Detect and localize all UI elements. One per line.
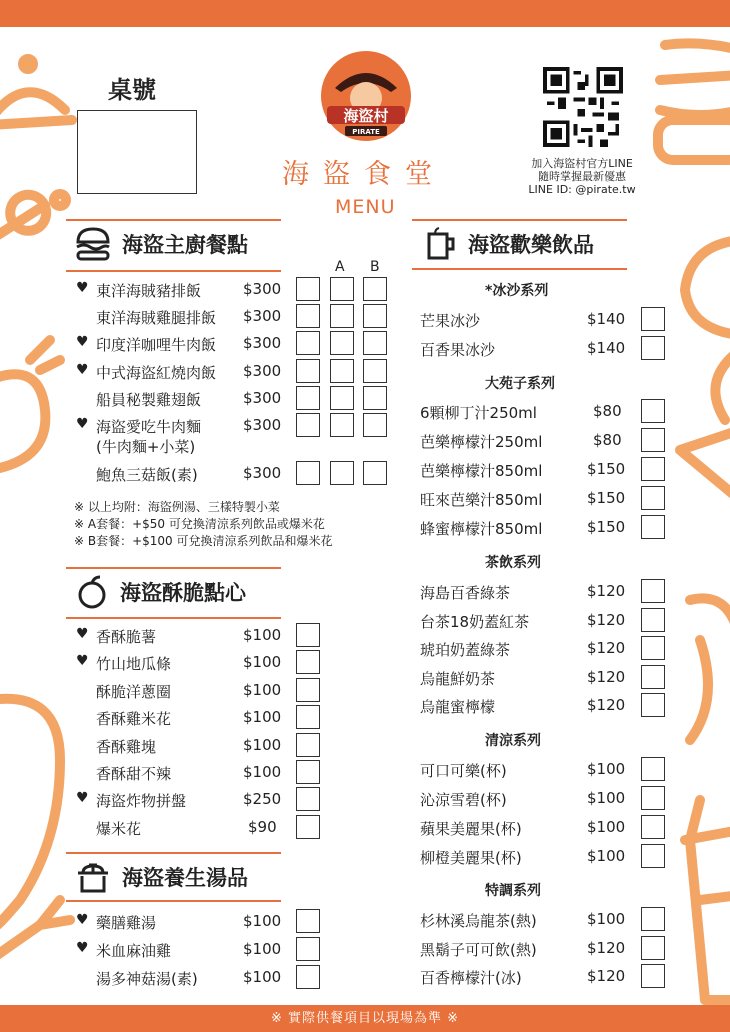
- drink-group-title: 茶飲系列: [485, 555, 541, 571]
- set-a-checkbox[interactable]: [330, 304, 354, 328]
- order-checkbox[interactable]: [296, 413, 320, 437]
- drink-group-title: *冰沙系列: [485, 283, 549, 299]
- menu-item-price: $250: [243, 790, 282, 809]
- drink-item-name: 杉林溪烏龍茶(熱): [420, 912, 537, 930]
- set-a-checkbox[interactable]: [330, 359, 354, 383]
- menu-item-name: 東洋海賊豬排飯: [96, 282, 202, 300]
- main-dishes-note: ※ B套餐：+$100 可兌換清涼系列飲品和爆米花: [74, 534, 333, 548]
- drink-group-title: 特調系列: [485, 883, 541, 899]
- menu-item-price: $300: [243, 280, 282, 298]
- heart-icon: ♥: [76, 653, 89, 670]
- menu-item-name: 鮑魚三菇飯(素): [96, 466, 198, 484]
- section-rule: [412, 268, 627, 270]
- drink-item-price: $100: [587, 818, 626, 836]
- order-checkbox[interactable]: [296, 815, 320, 839]
- order-checkbox[interactable]: [641, 844, 665, 868]
- menu-item-price: $100: [243, 968, 282, 986]
- section-header-drinks: [424, 226, 594, 262]
- drink-item-name: 芒果冰沙: [420, 312, 481, 330]
- menu-item-price: $100: [243, 626, 282, 644]
- drink-item-price: $150: [587, 518, 626, 536]
- drink-item-name: 百香檸檬汁(冰): [420, 969, 522, 987]
- section-header-snacks: [74, 574, 246, 610]
- menu-item-name: 湯多神菇湯(素): [96, 970, 198, 988]
- logo-text: 海盜村: [343, 107, 389, 125]
- menu-item-price: $100: [243, 653, 282, 672]
- order-checkbox[interactable]: [641, 428, 665, 452]
- menu-item-name: 米血麻油雞: [96, 942, 172, 960]
- set-b-checkbox[interactable]: [363, 386, 387, 410]
- order-checkbox[interactable]: [641, 399, 665, 423]
- drink-item-name: 芭樂檸檬汁250ml: [420, 433, 543, 451]
- set-b-checkbox[interactable]: [363, 304, 387, 328]
- pirate-logo: [315, 48, 417, 144]
- drink-item-price: $120: [587, 639, 626, 657]
- menu-item-name: 印度洋咖哩牛肉飯: [96, 336, 217, 354]
- menu-item-name: 香酥雞米花: [96, 710, 172, 729]
- set-b-checkbox[interactable]: [363, 277, 387, 301]
- order-checkbox[interactable]: [641, 608, 665, 632]
- drink-item-price: $120: [587, 610, 626, 629]
- order-checkbox[interactable]: [641, 964, 665, 988]
- section-rule: [412, 219, 627, 221]
- main-dishes-note: ※ A套餐：+$50 可兌換清涼系列飲品或爆米花: [74, 517, 325, 531]
- order-checkbox[interactable]: [641, 515, 665, 539]
- drink-item-price: $100: [587, 910, 626, 928]
- order-checkbox[interactable]: [296, 304, 320, 328]
- order-checkbox[interactable]: [641, 907, 665, 931]
- order-checkbox[interactable]: [296, 705, 320, 729]
- section-rule: [66, 617, 281, 619]
- order-checkbox[interactable]: [296, 331, 320, 355]
- menu-item-name: 中式海盜紅燒肉飯: [96, 364, 217, 382]
- section-rule: [66, 219, 281, 221]
- drink-item-price: $140: [587, 339, 626, 357]
- drink-item-name: 沁涼雪碧(杯): [420, 791, 507, 809]
- menu-item-name: 香酥甜不辣: [96, 765, 172, 783]
- order-checkbox[interactable]: [296, 937, 320, 961]
- order-checkbox[interactable]: [296, 678, 320, 702]
- line-note-line-3: LINE ID: @pirate.tw: [528, 183, 636, 196]
- set-b-checkbox[interactable]: [363, 331, 387, 355]
- order-checkbox[interactable]: [641, 786, 665, 810]
- order-checkbox[interactable]: [641, 757, 665, 781]
- table-number-label: 桌號: [108, 76, 156, 104]
- drink-item-name: 可口可樂(杯): [420, 762, 507, 780]
- drink-item-price: $120: [587, 667, 626, 686]
- order-checkbox[interactable]: [641, 307, 665, 331]
- section-header-soups: [74, 858, 248, 896]
- section-title: 海盜歡樂飲品: [468, 233, 594, 257]
- menu-item-name: 香酥脆薯: [96, 628, 157, 646]
- order-checkbox[interactable]: [296, 733, 320, 757]
- drink-item-name: 黑鬍子可可飲(熱): [420, 940, 537, 959]
- order-checkbox[interactable]: [641, 486, 665, 510]
- order-checkbox[interactable]: [296, 386, 320, 410]
- menu-item-name: 竹山地瓜條: [96, 655, 172, 674]
- heart-icon: ♥: [76, 280, 89, 296]
- heart-icon: ♥: [76, 362, 89, 378]
- heart-icon: ♥: [76, 334, 89, 350]
- drink-item-name: 海島百香綠茶: [420, 584, 511, 602]
- section-title: 海盜主廚餐點: [122, 233, 248, 257]
- drink-item-name: 烏龍鮮奶茶: [420, 669, 496, 688]
- order-checkbox[interactable]: [641, 693, 665, 717]
- menu-item-price: $300: [243, 464, 282, 482]
- drink-item-price: $150: [587, 489, 626, 507]
- drink-item-name: 芭樂檸檬汁850ml: [420, 462, 543, 480]
- logo-subtext: PIRATE: [352, 128, 380, 136]
- section-title: 海盜酥脆點心: [120, 581, 246, 605]
- cup-icon: [424, 226, 458, 262]
- order-checkbox[interactable]: [296, 359, 320, 383]
- burger-icon: [74, 226, 112, 262]
- set-a-checkbox[interactable]: [330, 461, 354, 485]
- set-b-checkbox[interactable]: [363, 413, 387, 437]
- drink-item-price: $120: [587, 696, 626, 714]
- order-checkbox[interactable]: [641, 815, 665, 839]
- heart-icon: ♥: [76, 940, 89, 956]
- drink-item-price: $80: [593, 431, 622, 449]
- drink-group-title: 大苑子系列: [485, 376, 555, 392]
- heart-icon: ♥: [76, 626, 89, 642]
- menu-item-price: $100: [243, 940, 282, 958]
- heart-icon: ♥: [76, 912, 89, 928]
- order-checkbox[interactable]: [296, 787, 320, 811]
- menu-item-price: $300: [243, 362, 282, 380]
- drink-item-name: 蜂蜜檸檬汁850ml: [420, 520, 543, 538]
- pot-icon: [74, 858, 112, 896]
- top-bar: [0, 0, 730, 27]
- page-title: 海盜食堂: [282, 159, 446, 190]
- drink-item-name: 台茶18奶蓋紅茶: [420, 612, 530, 631]
- order-checkbox[interactable]: [296, 650, 320, 674]
- drink-item-name: 柳橙美麗果(杯): [420, 849, 522, 867]
- menu-item-price: $300: [243, 307, 282, 325]
- menu-item-name: 東洋海賊雞腿排飯: [96, 309, 217, 327]
- set-a-checkbox[interactable]: [330, 386, 354, 410]
- section-title: 海盜養生湯品: [122, 866, 248, 890]
- main-dishes-note: ※ 以上均附：海盜例湯、三樣特製小菜: [74, 500, 280, 514]
- menu-item-price: $100: [243, 912, 282, 930]
- drink-item-price: $100: [587, 789, 626, 807]
- qr-code[interactable]: [543, 67, 623, 147]
- section-rule: [66, 900, 281, 902]
- drink-group-title: 清涼系列: [485, 733, 541, 749]
- menu-item-name: 海盜炸物拼盤: [96, 792, 187, 811]
- menu-item-price: $300: [243, 334, 282, 352]
- drink-item-name: 蘋果美麗果(杯): [420, 820, 522, 838]
- column-b-label: B: [370, 259, 380, 275]
- drink-item-price: $100: [587, 847, 626, 865]
- order-checkbox[interactable]: [296, 461, 320, 485]
- heart-icon: ♥: [76, 416, 89, 432]
- section-rule: [66, 270, 281, 272]
- order-checkbox[interactable]: [296, 623, 320, 647]
- drink-item-price: $140: [587, 310, 626, 328]
- table-number-box[interactable]: [77, 110, 197, 194]
- drink-item-price: $150: [587, 460, 626, 478]
- menu-item-name: 爆米花: [96, 819, 142, 838]
- section-rule: [66, 567, 281, 569]
- drink-item-price: $120: [587, 967, 626, 985]
- menu-item-name: 海盜愛吃牛肉麵: [96, 418, 202, 436]
- drink-item-price: $80: [593, 402, 622, 420]
- drink-item-price: $120: [587, 582, 626, 600]
- orange-icon: [74, 574, 110, 610]
- set-b-checkbox[interactable]: [363, 461, 387, 485]
- line-note: [520, 157, 644, 196]
- section-header-main-dishes: [74, 226, 248, 262]
- order-checkbox[interactable]: [296, 277, 320, 301]
- set-a-checkbox[interactable]: [330, 413, 354, 437]
- drink-item-name: 百香果冰沙: [420, 341, 496, 359]
- drink-item-name: 旺來芭樂汁850ml: [420, 491, 543, 509]
- order-checkbox[interactable]: [641, 579, 665, 603]
- set-b-checkbox[interactable]: [363, 359, 387, 383]
- menu-item-name: 香酥雞塊: [96, 737, 157, 756]
- menu-item-name: 船員秘製雞翅飯: [96, 391, 202, 409]
- drink-item-name: 6顆柳丁汁250ml: [420, 404, 537, 422]
- line-note-line-1: 加入海盜村官方LINE: [531, 157, 633, 170]
- set-a-checkbox[interactable]: [330, 331, 354, 355]
- menu-item-note: (牛肉麵+小菜): [96, 438, 196, 456]
- column-a-label: A: [335, 259, 345, 275]
- menu-word: MENU: [335, 196, 396, 218]
- drink-item-price: $120: [587, 938, 626, 957]
- drink-item-name: 琥珀奶蓋綠茶: [420, 641, 511, 659]
- order-checkbox[interactable]: [641, 457, 665, 481]
- drink-item-name: 烏龍蜜檸檬: [420, 698, 496, 716]
- menu-item-name: 藥膳雞湯: [96, 914, 157, 932]
- order-checkbox[interactable]: [641, 636, 665, 660]
- menu-item-price: $300: [243, 416, 282, 434]
- menu-item-price: $300: [243, 389, 282, 407]
- menu-item-name: 酥脆洋蔥圈: [96, 682, 172, 701]
- menu-item-price: $90: [248, 817, 277, 836]
- order-checkbox[interactable]: [296, 909, 320, 933]
- drink-item-price: $100: [587, 760, 626, 778]
- order-checkbox[interactable]: [296, 760, 320, 784]
- order-checkbox[interactable]: [296, 965, 320, 989]
- menu-item-price: $100: [243, 680, 282, 699]
- heart-icon: ♥: [76, 790, 89, 807]
- order-checkbox[interactable]: [641, 665, 665, 689]
- order-checkbox[interactable]: [641, 936, 665, 960]
- order-checkbox[interactable]: [641, 336, 665, 360]
- section-rule: [66, 852, 281, 854]
- line-note-line-2: 隨時掌握最新優惠: [538, 170, 626, 183]
- menu-item-price: $100: [243, 763, 282, 781]
- menu-item-price: $100: [243, 708, 282, 727]
- set-a-checkbox[interactable]: [330, 277, 354, 301]
- footer-bar: ※ 實際供餐項目以現場為準 ※: [0, 1005, 730, 1032]
- menu-item-price: $100: [243, 735, 282, 754]
